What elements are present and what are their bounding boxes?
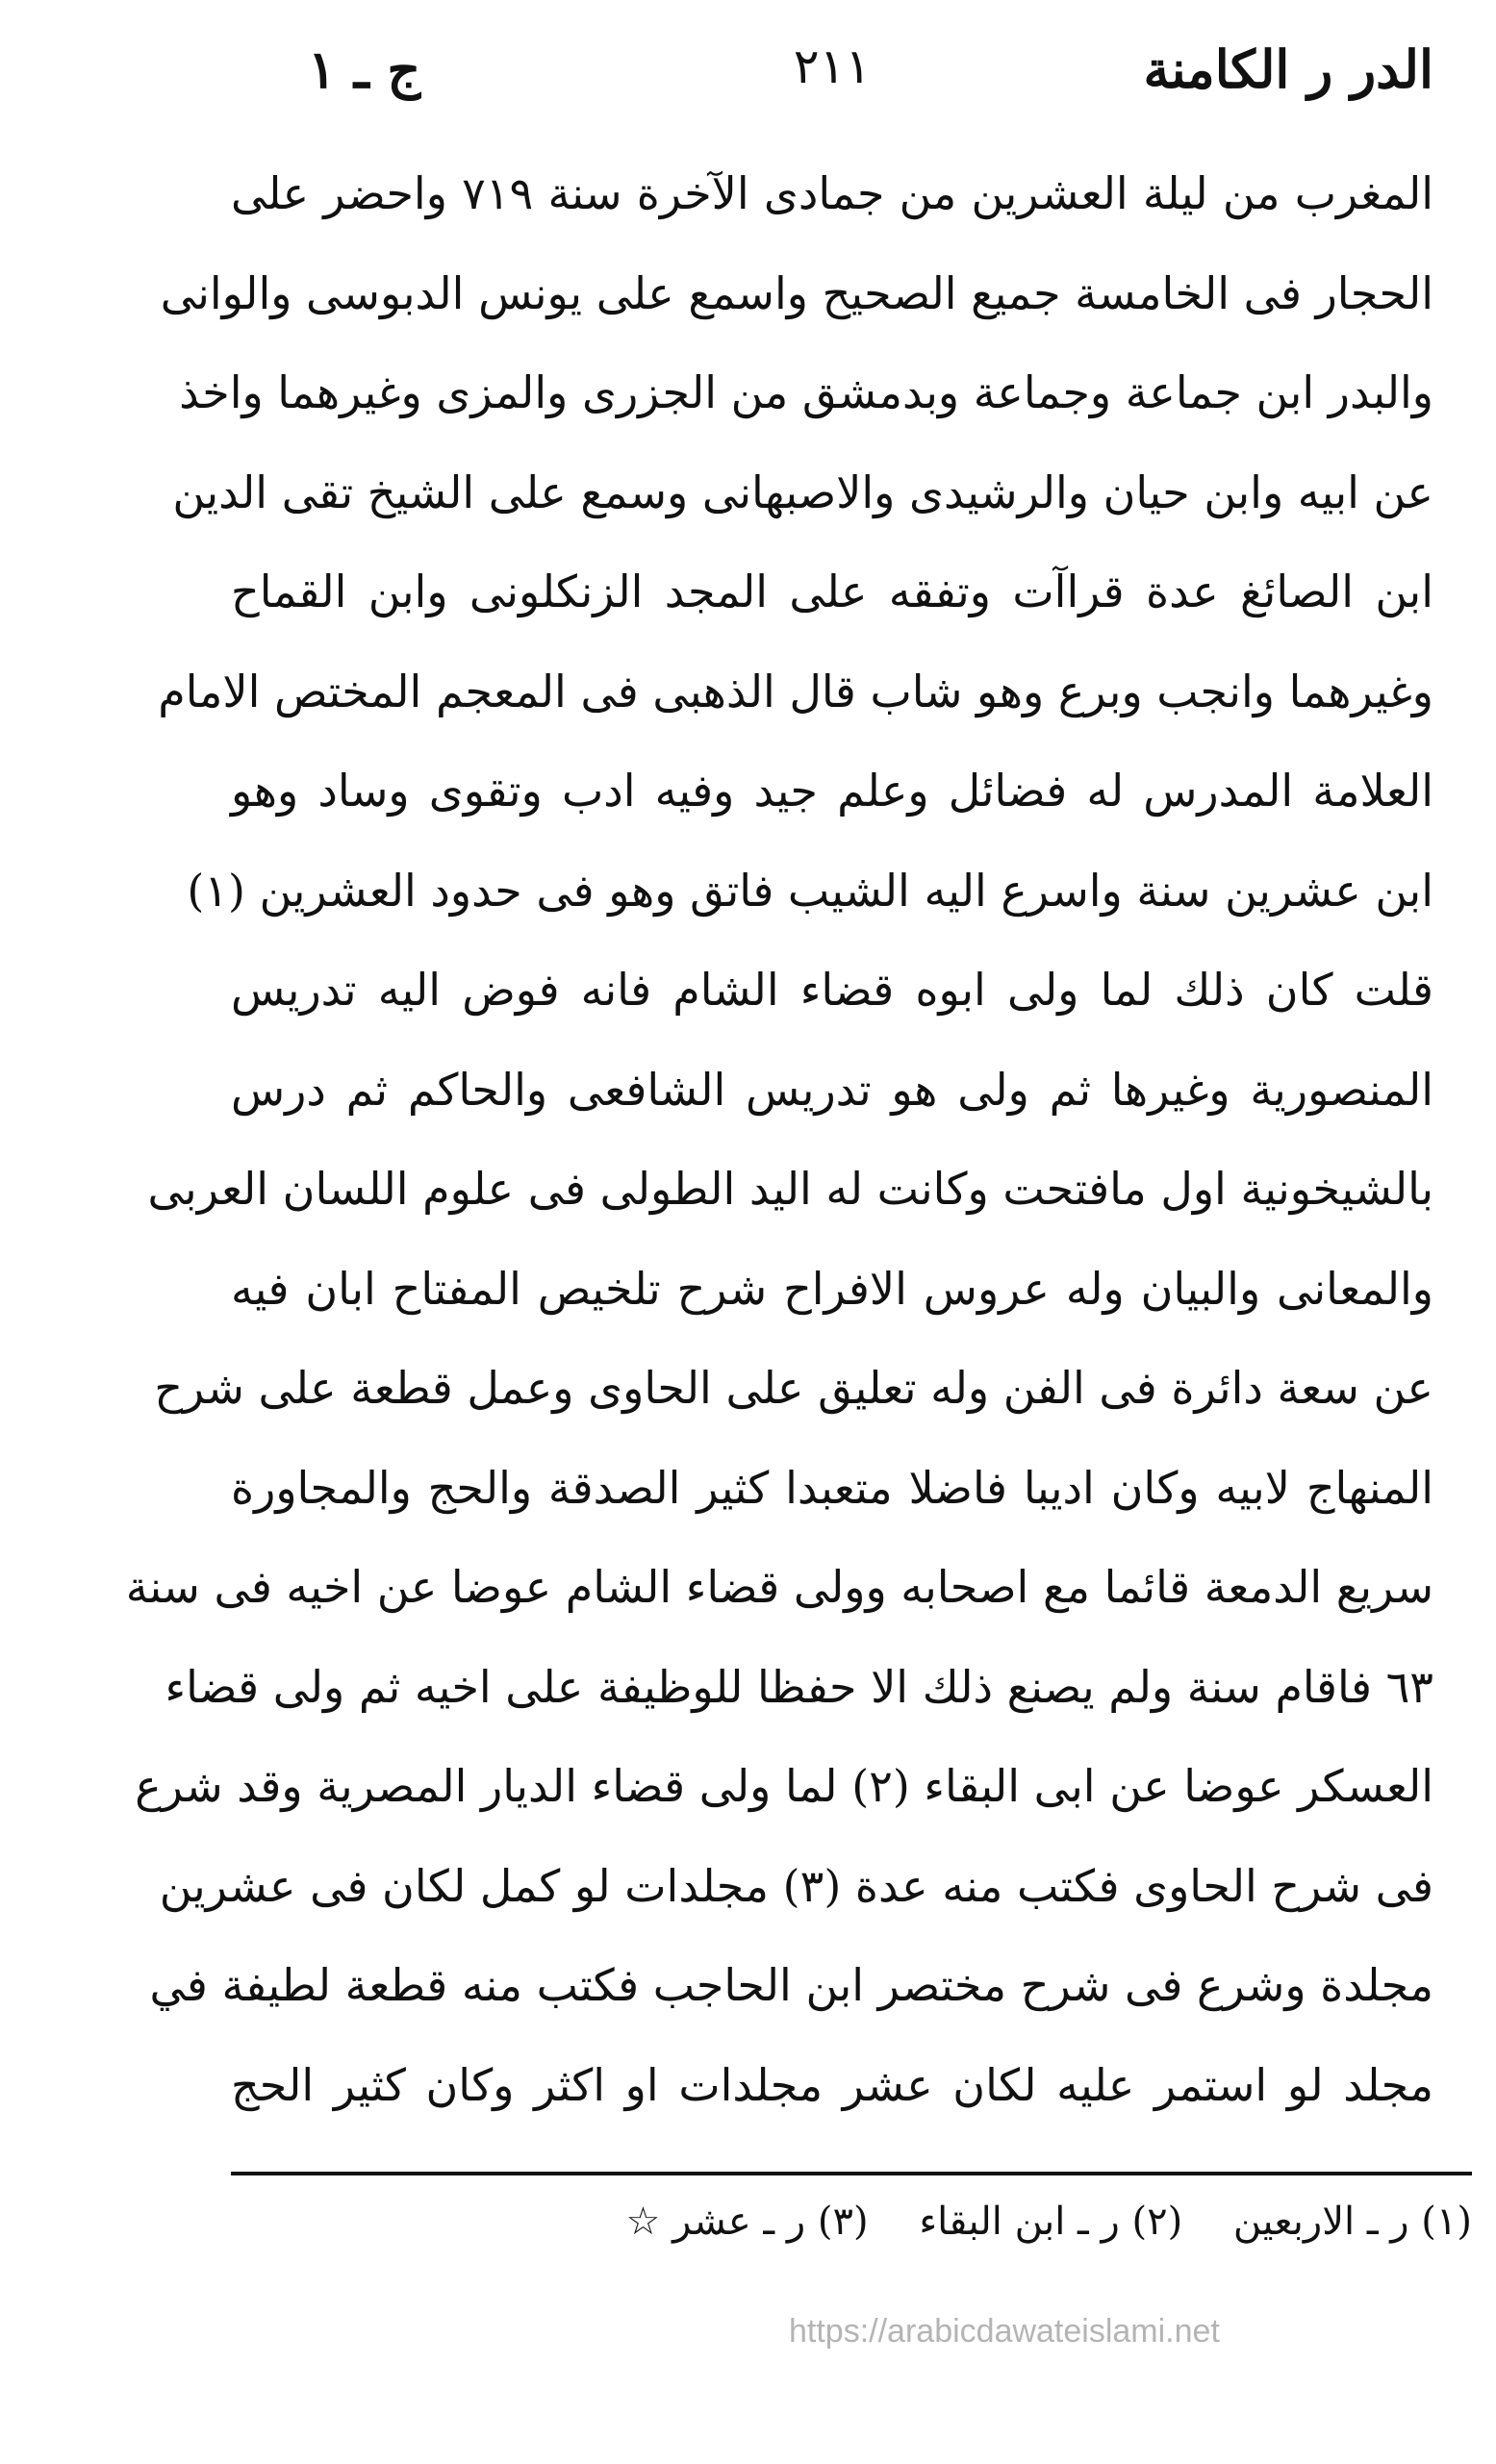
running-title: الدر ر الكامنة (1143, 38, 1433, 100)
footnote-3: (٣) ر ـ عشر ☆ (625, 2200, 869, 2244)
text-line: العسكر عوضا عن ابى البقاء (٢) لما ولى قضاء الديار المصرية وقد شرع (135, 1760, 1433, 1812)
text-line: فى شرح الحاوى فكتب منه عدة (٣) مجلدات لو كمل لكان فى عشرين (159, 1859, 1433, 1912)
page-header (231, 38, 1433, 125)
text-line: ابن الصائغ عدة قراآت وتفقه على المجد الزنكلونى وابن القماح (231, 566, 1433, 617)
text-line: المنهاج لابيه وكان اديبا فاضلا متعبدا كثير الصدقة والحج والمجاورة (231, 1461, 1433, 1514)
footnote-divider (231, 2172, 1472, 2175)
text-line: والمعانى والبيان وله عروس الافراح شرح تلخيص المفتاح ابان فيه (231, 1262, 1433, 1315)
page-number: ٢١١ (793, 38, 872, 94)
text-line: وغيرهما وانجب وبرع وهو شاب قال الذهبى فى المعجم المختص الامام (158, 665, 1433, 717)
text-line: مجلدة وشرع فى شرح مختصر ابن الحاجب فكتب منه قطعة لطيفة في (149, 1959, 1433, 2011)
text-line: المغرب من ليلة العشرين من جمادى الآخرة سنة ٧١٩ واحضر على (231, 167, 1433, 219)
main-text (125, 144, 1433, 2135)
text-line: المنصورية وغيرها ثم ولى هو تدريس الشافعى والحاكم ثم درس (231, 1063, 1433, 1116)
text-line: عن سعة دائرة فى الفن وله تعليق على الحاوى وعمل قطعة على شرح (154, 1362, 1433, 1414)
text-line: مجلد لو استمر عليه لكان عشر مجلدات او اكثر وكان كثير الحج (231, 2058, 1433, 2111)
text-line: الحجار فى الخامسة جميع الصحيح واسمع على يونس الدبوسى والوانى (160, 266, 1433, 319)
footnotes (231, 2183, 1472, 2260)
text-line: سريع الدمعة قائما مع اصحابه وولى قضاء الشام عوضا عن اخيه فى سنة (125, 1561, 1433, 1613)
text-line: عن ابيه وابن حيان والرشيدى والاصبهانى وسمع على الشيخ تقى الدين (172, 465, 1433, 518)
text-line: ابن عشرين سنة واسرع اليه الشيب فاتق وهو فى حدود العشرين (١) (187, 864, 1433, 917)
text-line: العلامة المدرس له فضائل وعلم جيد وفيه ادب وتقوى وساد وهو (231, 765, 1433, 817)
text-line: ٦٣ فاقام سنة ولم يصنع ذلك الا حفظا للوظيفة على اخيه ثم ولى قضاء (165, 1660, 1433, 1713)
footnote-1: (١) ر ـ الاربعين (1232, 2200, 1472, 2244)
text-line: بالشيخونية اول مافتحت وكانت له اليد الطولى فى علوم اللسان العربى (147, 1163, 1433, 1215)
text-line: قلت كان ذلك لما ولى ابوه قضاء الشام فانه فوض اليه تدريس (231, 964, 1433, 1016)
text-line: والبدر ابن جماعة وجماعة وبدمشق من الجزرى والمزى وغيرهما واخذ (179, 366, 1433, 418)
footnote-2: (٢) ر ـ ابن البقاء (919, 2200, 1183, 2244)
volume-label: ج ـ ١ (308, 38, 421, 100)
watermark-url: https://arabicdawateislami.net (789, 2313, 1220, 2350)
